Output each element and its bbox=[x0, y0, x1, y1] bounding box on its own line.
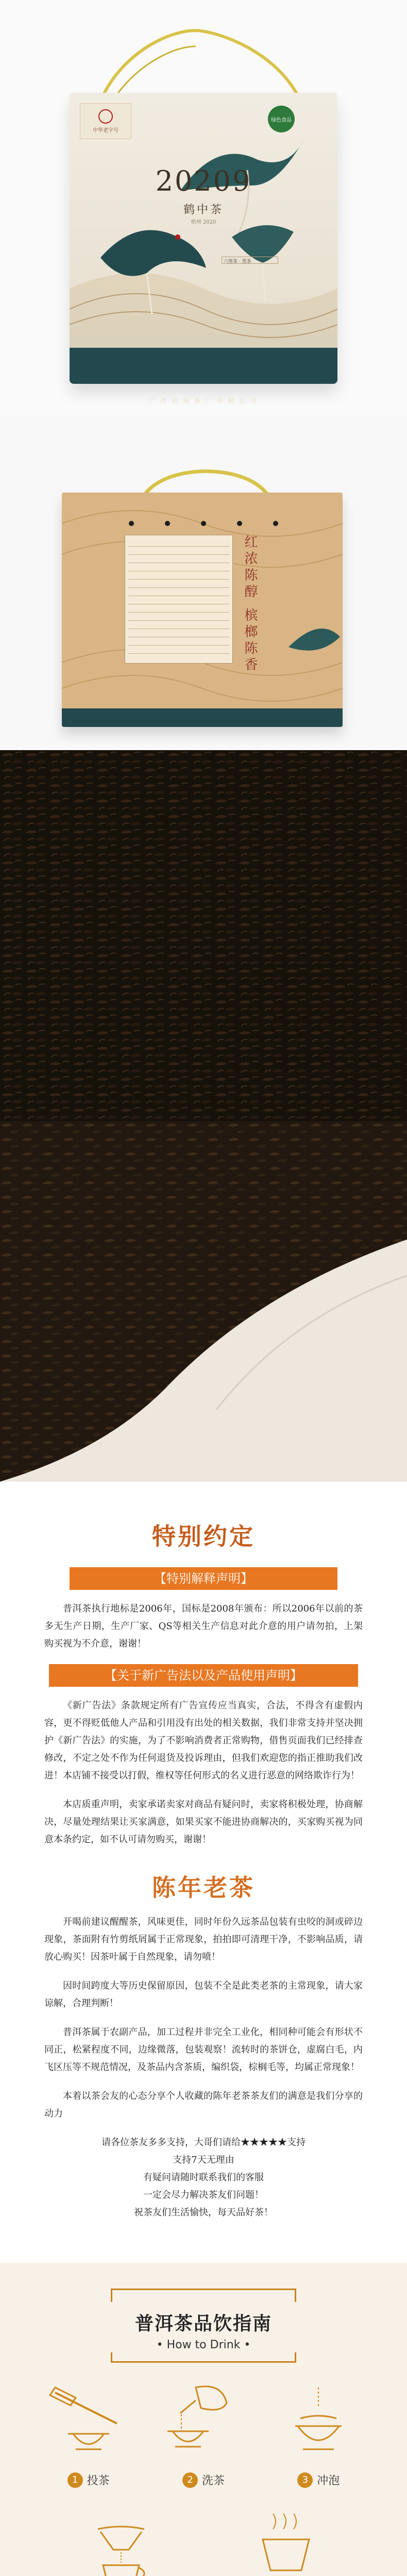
notice-paragraph: 开喝前建议醒醒茶，风味更佳，同时年份久远茶品包装有虫咬的洞或碎边现象，茶面附有竹剪纸屑属于正常现象，拍拍即可清理干净，不影响品质，请放心购买！因茶叶属于自然现象，请勿喷！ bbox=[44, 1917, 363, 1962]
info-panel bbox=[125, 535, 233, 664]
step-number: 1 bbox=[67, 2472, 83, 2488]
product-photo-box-front bbox=[0, 0, 407, 415]
box-vertical-slogan: 红浓陈醇 槟榔陈香 bbox=[242, 535, 258, 674]
guide-step bbox=[37, 2377, 140, 2488]
box-subtitle-small: 梧州 2020 bbox=[191, 219, 216, 225]
fair-cup-icon bbox=[77, 2509, 165, 2576]
step-label: 投茶 bbox=[87, 2475, 110, 2487]
banner-special-explanation: 【特别解释声明】 bbox=[70, 1567, 337, 1590]
notice-section bbox=[0, 1482, 407, 2247]
box-handle-holes bbox=[129, 521, 278, 531]
tea-cup-icon bbox=[242, 2509, 330, 2576]
tea-leaves-image bbox=[0, 1121, 407, 1482]
notice-paragraph: 因时间跨度大等历史保留原因，包装不全是此类老茶的主常现象，请大家谅解，合理判断！ bbox=[44, 1980, 363, 2009]
guide-title bbox=[111, 2309, 296, 2351]
gaiwan-icon bbox=[275, 2377, 362, 2465]
guide-step bbox=[70, 2509, 173, 2576]
closing-line: 一定会尽力解决茶友们问题！ bbox=[143, 2190, 264, 2200]
guide-step bbox=[267, 2377, 370, 2488]
step-number: 3 bbox=[297, 2472, 313, 2488]
tea-leaves-photo bbox=[0, 750, 407, 1121]
notice-paragraph: 本着以茶会友的心态分享个人收藏的陈年老茶茶友们的满意是我们分享的动力 bbox=[44, 2091, 363, 2119]
guide-steps-row bbox=[31, 2377, 376, 2488]
seal-text: 绿色食品 bbox=[271, 117, 292, 123]
box-label: 六堡茶 · 黑茶 bbox=[222, 257, 278, 264]
notice-paragraph: 本店质重声明，卖家承诺卖家对商品有疑问时，卖家将积极处理，协商解决，尽量处理结果让买家满意，如果买家不能进协商解决的，买家购买视为同意本条约定，如不认可请勿购买，谢谢！ bbox=[44, 1799, 363, 1845]
guide-title-en: • How to Drink • bbox=[156, 2338, 251, 2351]
brand-logo bbox=[80, 103, 131, 139]
guide-title-cn: 普洱茶品饮指南 bbox=[134, 2313, 272, 2334]
heading-aged-tea: 陈年老茶 bbox=[152, 1874, 255, 1902]
box-year: 20209 bbox=[155, 165, 252, 197]
step-label: 冲泡 bbox=[317, 2475, 340, 2487]
guide-step bbox=[152, 2377, 255, 2488]
closing-line: 请各位茶友多多支持，大哥们请给★★★★★支持 bbox=[101, 2137, 306, 2148]
guide-step bbox=[234, 2509, 337, 2576]
notice-paragraph: 普洱茶属于农副产品，加工过程并非完全工业化，相同种可能会有形状不同正，松紧程度不同，边缘微落，包装观察！流转时的茶饼仓，虚腐白毛，内飞区压等不规范情况，及茶品内含茶质，编织袋，棕榈毛等，均属正常现象！ bbox=[44, 2027, 363, 2073]
box-subtitle: 鹤中茶 bbox=[183, 204, 224, 216]
closing-line: 有疑问请随时联系我们的客服 bbox=[143, 2172, 264, 2183]
banner-ad-law: 【关于新广告法以及产品使用声明】 bbox=[49, 1664, 358, 1687]
notice-paragraph: 《新广告法》条款规定所有广告宣传应当真实，合法，不得含有虚假内容，更不得贬低他人产品和引用没有出处的相关数据，我们非常支持并坚决拥护《新广告法》的实施，为了不影响消费者正常购物，借售页面我们已经排查修改，不定之处不作为任何退货及投诉理由，但我们欢迎您的指正推助我们改进！本店铺不接受以打假，维权等任何形式的名义进行恶意的网络欺诈行为！ bbox=[44, 1700, 363, 1781]
drinking-guide bbox=[0, 2263, 407, 2576]
heading-special-agreement: 特别约定 bbox=[152, 1522, 255, 1550]
crane-icon bbox=[90, 216, 209, 319]
step-number: 2 bbox=[182, 2472, 198, 2488]
tea-scoop-icon bbox=[45, 2377, 132, 2465]
product-photo-box-back bbox=[0, 415, 407, 750]
box-footer: 广 西 梧 州 茶 厂 有 限 公 司 bbox=[149, 397, 258, 404]
tea-leaves-image bbox=[0, 750, 407, 1121]
guide-steps-row bbox=[31, 2509, 376, 2576]
closing-line: 支持7天无理由 bbox=[173, 2155, 234, 2165]
notice-paragraph: 普洱茶执行地标是2006年，国标是2008年颁布：所以2006年以前的茶多无生产日期，生产厂家、QS等相关生产信息对此介意的用户请勿拍，上架购买视为不介意，谢谢！ bbox=[44, 1603, 363, 1649]
brand-text: 中华老字号 bbox=[93, 127, 118, 133]
step-label: 洗茶 bbox=[201, 2475, 225, 2487]
tea-leaves-photo-2 bbox=[0, 1121, 407, 1482]
closing-line: 祝茶友们生活愉快，每天品好茶！ bbox=[134, 2207, 273, 2218]
kettle-pour-icon bbox=[160, 2377, 247, 2465]
closing-lines bbox=[44, 2134, 363, 2222]
